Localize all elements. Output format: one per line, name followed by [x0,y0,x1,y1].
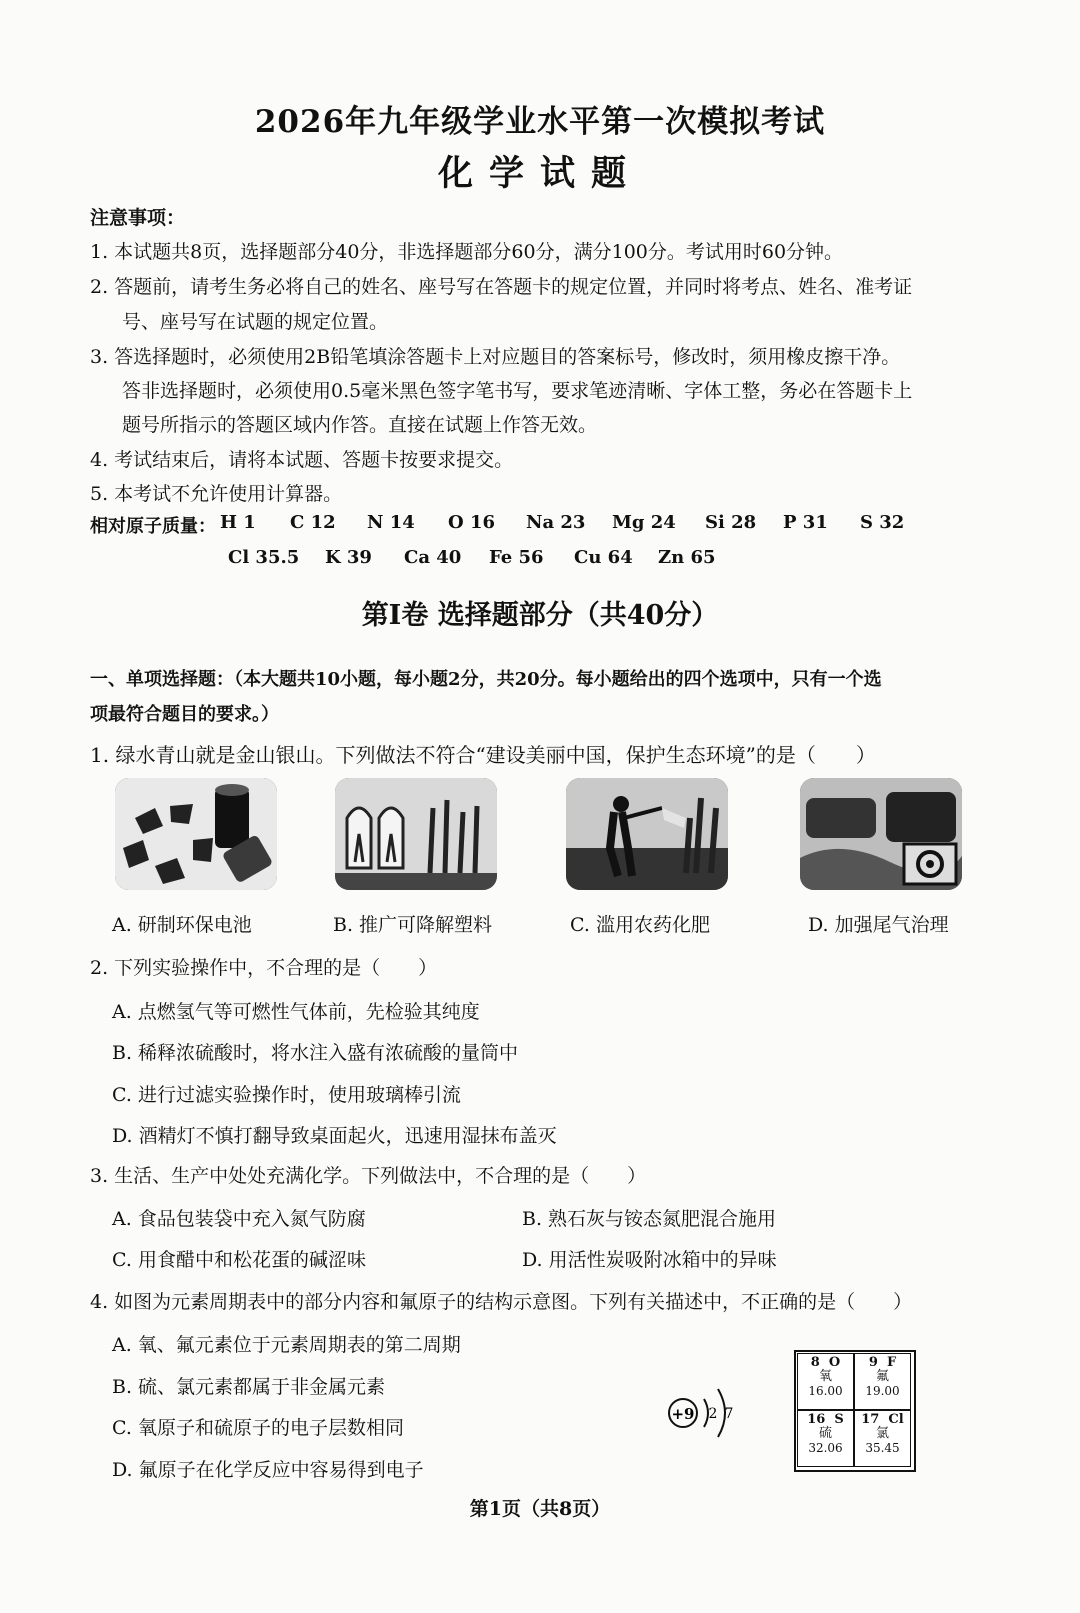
exam-title: 2026年九年级学业水平第一次模拟考试 [254,104,826,140]
subject-title: 化学试题 [437,153,642,194]
question-3-stem: 3. 生活、生产中处处充满化学。下列做法中，不合理的是（ ） [90,1165,647,1187]
question-2-stem: 2. 下列实验操作中，不合理的是（ ） [90,957,438,979]
q2-option-a: A. 点燃氢气等可燃性气体前，先检验其纯度 [112,1001,480,1023]
q1-option-d: D. 加强尾气治理 [808,914,949,936]
element-cell-chlorine [854,1410,911,1467]
mass-item: C 12 [290,512,336,533]
mass-item: N 14 [367,512,415,533]
electron-shell-1 [704,1399,708,1427]
exhaust-treatment-image [800,778,962,890]
mass-item: H 1 [220,512,256,533]
note-item: 号、座号写在试题的规定位置。 [122,311,389,333]
note-item: 题号所指示的答题区域内作答。直接在试题上作答无效。 [122,414,598,436]
atomic-mass: 35.45 [865,1441,900,1455]
q3-option-a: A. 食品包装袋中充入氮气防腐 [112,1208,366,1230]
part-instructions: 一、单项选择题：（本大题共10小题，每小题2分，共20分。每小题给出的四个选项中，只有一个选 [90,669,882,690]
fluorine-atom-diagram [660,1373,760,1453]
element-cell-fluorine [854,1353,911,1410]
q1-option-a: A. 研制环保电池 [112,914,252,936]
atomic-masses-label: 相对原子质量： [90,516,216,537]
q4-option-a: A. 氧、氟元素位于元素周期表的第二周期 [112,1334,461,1356]
element-name: 硫 [818,1426,832,1441]
page-number: 第1页（共8页） [469,1498,611,1520]
question-1-stem: 1. 绿水青山就是金山银山。下列做法不符合“建设美丽中国，保护生态环境”的是（ ） [90,743,876,767]
mass-item: Ca 40 [404,547,462,568]
note-item: 2. 答题前，请考生务必将自己的姓名、座号写在答题卡的规定位置，并同时将考点、姓名、准考证 [90,276,913,298]
element-name: 氟 [875,1369,889,1384]
note-item: 5. 本考试不允许使用计算器。 [90,483,343,505]
part-instructions-cont: 项最符合题目的要求。） [90,704,279,725]
mass-item: Cl 35.5 [228,547,300,568]
q3-option-d: D. 用活性炭吸附冰箱中的异味 [522,1249,777,1271]
question-4-stem: 4. 如图为元素周期表中的部分内容和氟原子的结构示意图。下列有关描述中，不正确的是（ ） [90,1291,913,1313]
element-cell-sulfur [797,1410,854,1467]
atomic-mass: 16.00 [808,1384,843,1398]
element-symbol: Cl [888,1412,904,1427]
mass-item: O 16 [448,512,495,533]
mass-item: K 39 [325,547,372,568]
mass-item: P 31 [783,512,828,533]
degradable-plastic-image [335,778,497,890]
atomic-number: 9 [868,1355,878,1370]
mass-item: Cu 64 [574,547,633,568]
element-symbol: O [828,1355,841,1370]
element-symbol: F [886,1355,897,1370]
mass-item: Mg 24 [612,512,676,533]
notes-heading: 注意事项： [90,207,186,229]
q1-option-c: C. 滥用农药化肥 [570,914,710,936]
element-name: 氯 [875,1426,889,1441]
q2-option-d: D. 酒精灯不慎打翻导致桌面起火，迅速用湿抹布盖灭 [112,1125,557,1147]
nucleus-charge: +9 [671,1405,695,1423]
mass-item: S 32 [860,512,905,533]
element-name: 氧 [818,1369,832,1384]
q4-option-b: B. 硫、氯元素都属于非金属元素 [112,1376,386,1398]
atomic-mass: 32.06 [808,1441,843,1455]
note-item: 答非选择题时，必须使用0.5毫米黑色签字笔书写，要求笔迹清晰、字体工整，务必在答题卡上 [122,380,913,402]
note-item: 3. 答选择题时，必须使用2B铅笔填涂答题卡上对应题目的答案标号，修改时，须用橡皮擦干净。 [90,346,901,368]
battery-recycling-image [115,778,277,890]
note-item: 4. 考试结束后，请将本试题、答题卡按要求提交。 [90,449,514,471]
q2-option-b: B. 稀释浓硫酸时，将水注入盛有浓硫酸的量筒中 [112,1042,519,1064]
section-title: 第Ⅰ卷 选择题部分（共40分） [361,600,719,631]
atomic-number: 8 [810,1355,820,1370]
q1-option-b: B. 推广可降解塑料 [333,914,493,936]
mass-item: Na 23 [526,512,586,533]
q3-option-b: B. 熟石灰与铵态氮肥混合施用 [522,1208,777,1230]
q2-option-c: C. 进行过滤实验操作时，使用玻璃棒引流 [112,1084,461,1106]
shell-2-electrons: 7 [724,1406,734,1422]
atomic-number: 17 [861,1412,880,1427]
mass-item: Si 28 [705,512,757,533]
periodic-table-excerpt [794,1350,916,1472]
mass-item: Zn 65 [658,547,716,568]
note-item: 1. 本试题共8页，选择题部分40分，非选择题部分60分，满分100分。考试用时60分钟。 [90,241,844,263]
shell-1-electrons: 2 [708,1406,718,1422]
q4-option-d: D. 氟原子在化学反应中容易得到电子 [112,1459,424,1481]
element-cell-oxygen [797,1353,854,1410]
mass-item: Fe 56 [489,547,544,568]
q3-option-c: C. 用食醋中和松花蛋的碱涩味 [112,1249,366,1271]
element-symbol: S [834,1412,844,1427]
atomic-mass: 19.00 [865,1384,900,1398]
atomic-number: 16 [807,1412,826,1427]
pesticide-spraying-image [566,778,728,890]
q4-option-c: C. 氧原子和硫原子的电子层数相同 [112,1417,404,1439]
